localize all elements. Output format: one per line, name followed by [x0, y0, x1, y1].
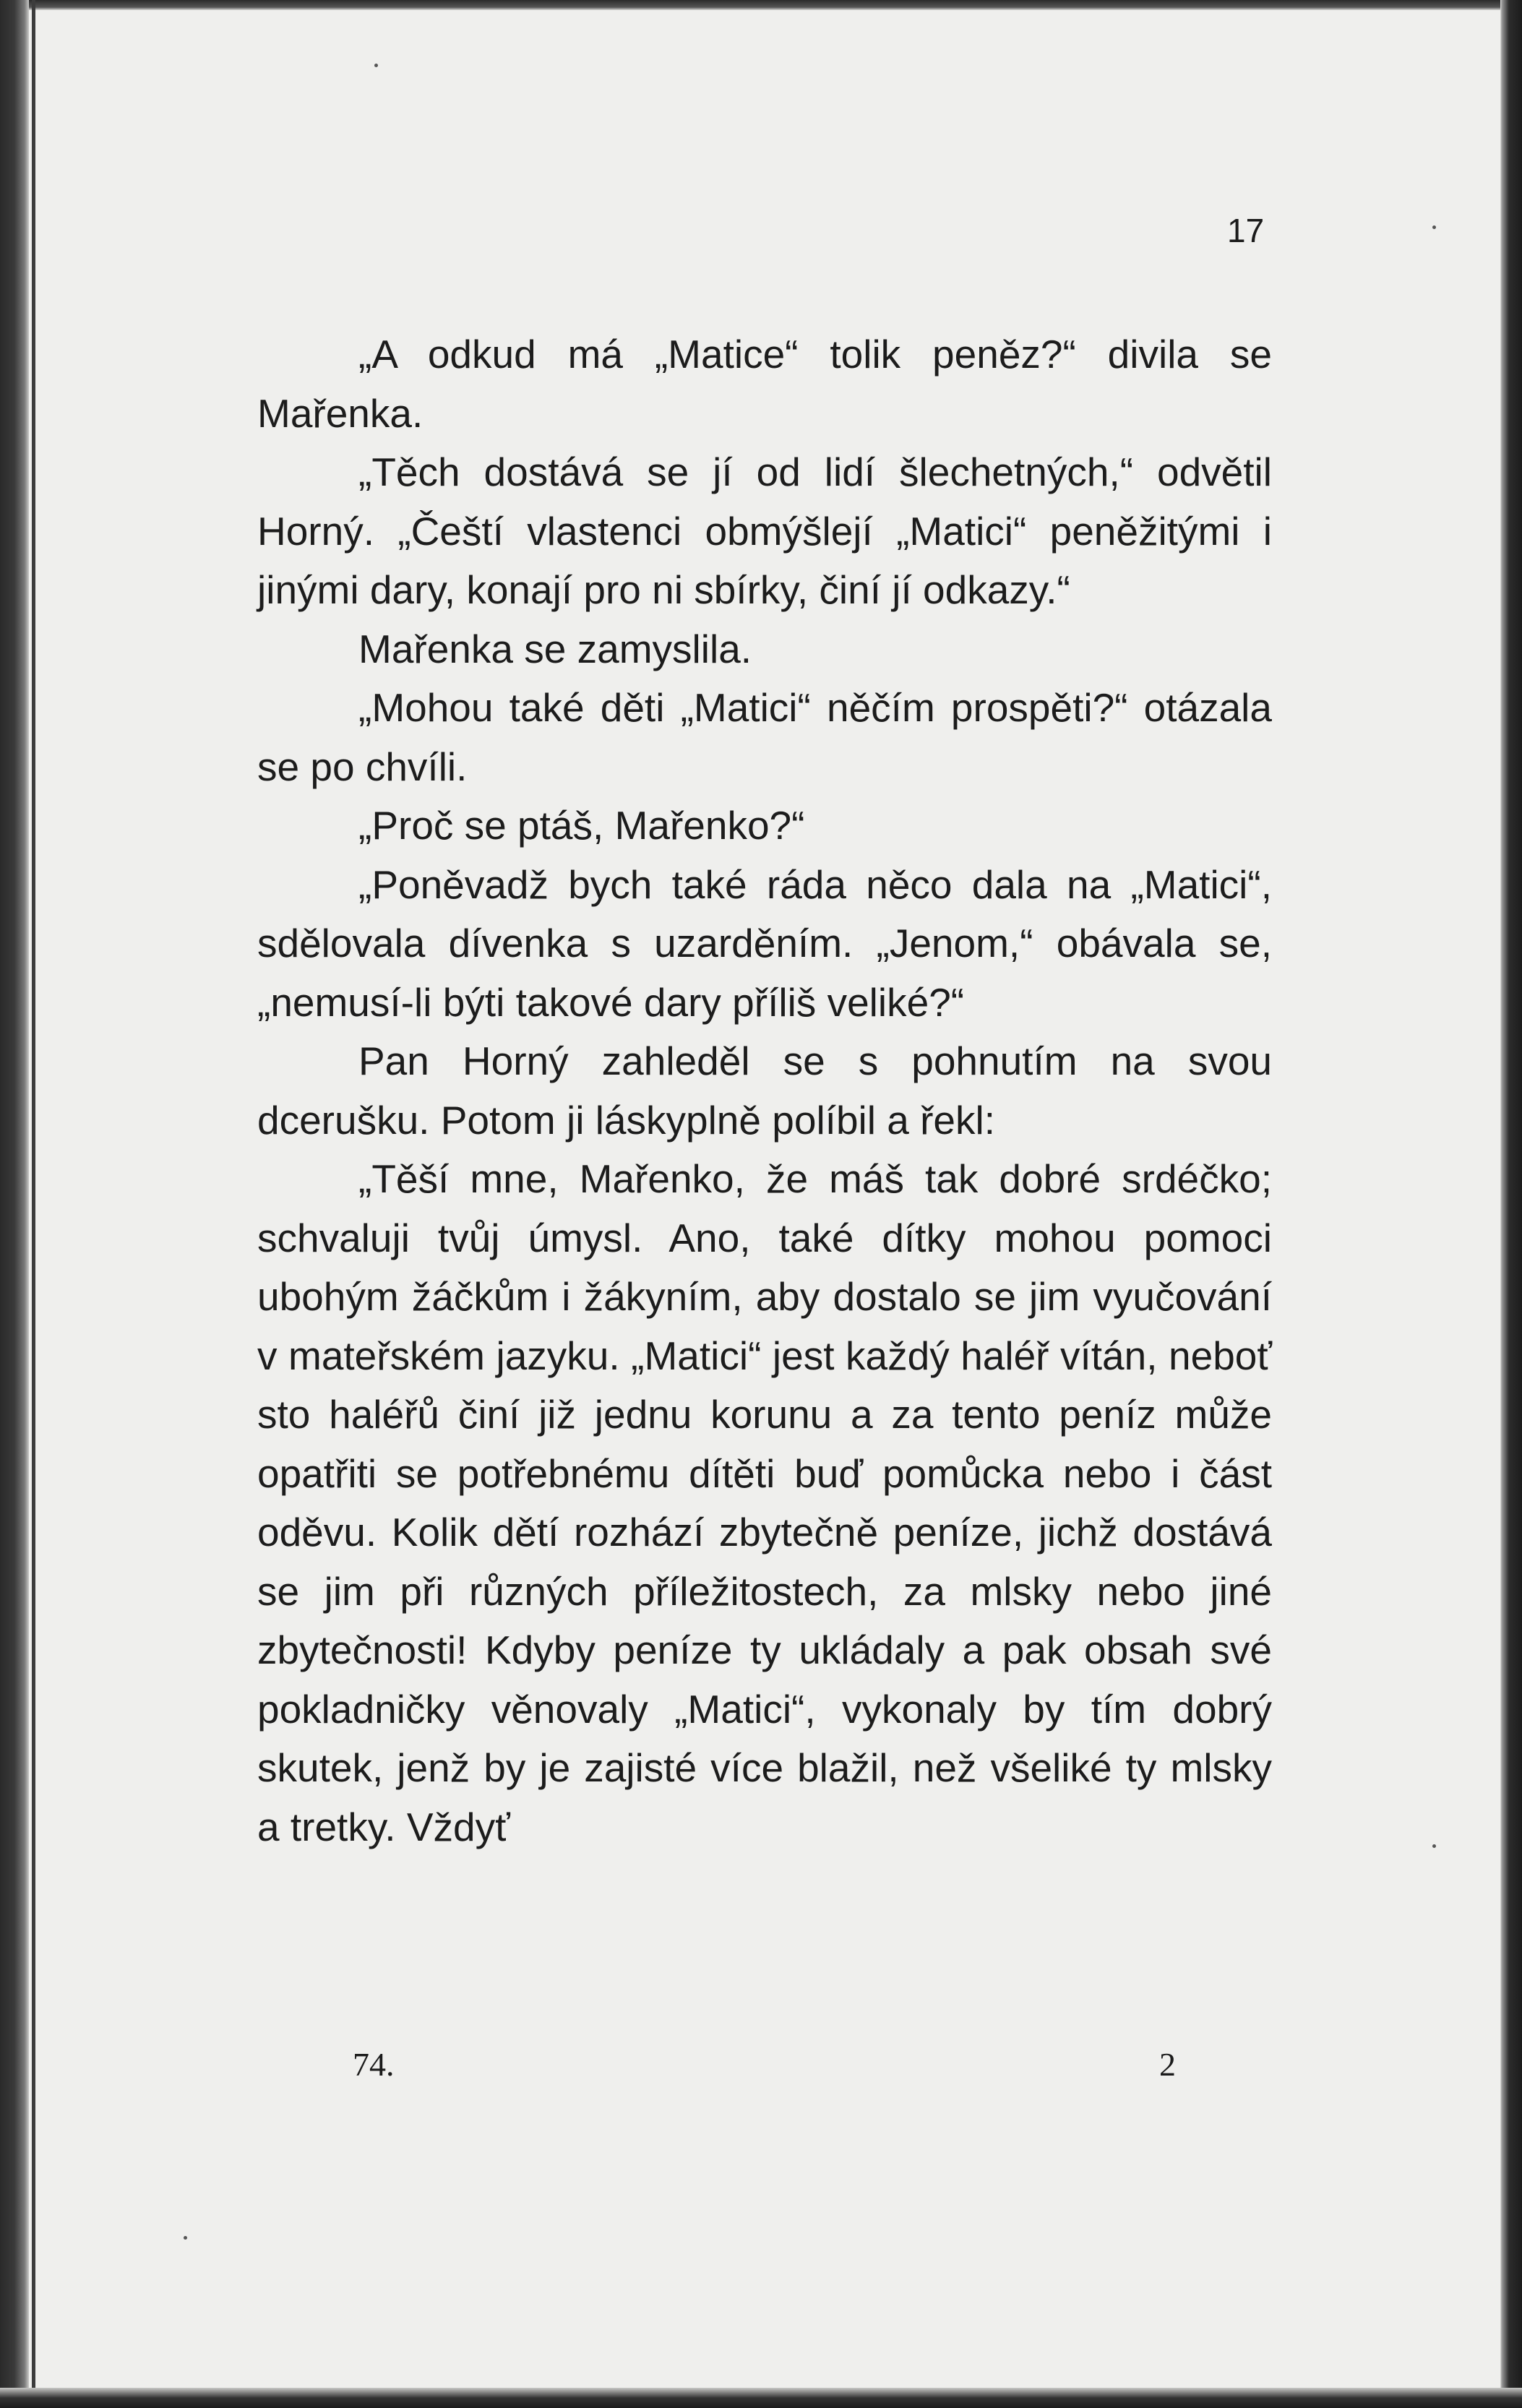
paragraph: „Proč se ptáš, Mařenko?“	[358, 803, 805, 848]
paragraph: Mařenka se zamyslila.	[358, 626, 752, 671]
paragraph: „Těch dostává se jí od lidí šlechetných,“ odvětil Horný. „Čeští vlastenci obmýšlejí „Matici“ peněžitými i jinými dary, konají pro ni sbírky, činí jí odkazy.“	[257, 450, 1272, 612]
scan-speck	[374, 64, 378, 67]
scan-border-bottom	[0, 2388, 1522, 2408]
signature-mark: 74.	[353, 2046, 395, 2083]
paragraph: Pan Horný zahleděl se s pohnutím na svou dcerušku. Potom ji láskyplně políbil a řekl:	[257, 1039, 1272, 1143]
sheet-number: 2	[1159, 2046, 1176, 2083]
paragraph: „A odkud má „Matice“ tolik peněz?“ divila se Mařenka.	[257, 332, 1272, 436]
scan-border-top	[0, 0, 1522, 10]
page-number: 17	[1227, 212, 1265, 249]
scan-speck	[1432, 225, 1436, 229]
scan-border-left-line	[32, 0, 35, 2408]
paragraph: „Poněvadž bych také ráda něco dala na „Matici“, sdělovala dívenka s uzarděním. „Jenom,“ obávala se, „nemusí-li býti takové dary příliš veliké?“	[257, 861, 1272, 1025]
paragraph: „Mohou také děti „Matici“ něčím prospěti?“ otázala se po chvíli.	[257, 685, 1272, 789]
scan-speck	[1432, 1844, 1436, 1848]
scan-speck	[184, 2236, 187, 2240]
paragraph: „Těší mne, Mařenko, že máš tak dobré srdéčko; schvaluji tvůj úmysl. Ano, také dítky mohou pomoci ubohým žáčkům i žákyním, aby dostalo se jim vyučování v mateřském jazyku. „Matici“ jest každý haléř vítán, neboť sto haléřů činí již jednu korunu a za tento peníz může opatřiti se potřebnému dítěti buď pomůcka nebo i část oděvu. Kolik dětí rozhází zbytečně peníze, jichž dostává se jim při různých příležitostech, za mlsky nebo jiné zbytečnosti! Kdyby peníze ty ukládaly a pak obsah své pokladničky věnovaly „Matici“, vykonaly by tím dobrý skutek, jenž by je zajisté více blažil, než všeliké ty mlsky a tretky. Vždyť	[257, 1156, 1272, 1849]
scan-border-right	[1500, 0, 1522, 2408]
body-text	[257, 325, 1272, 1857]
scan-border-left	[0, 0, 29, 2408]
